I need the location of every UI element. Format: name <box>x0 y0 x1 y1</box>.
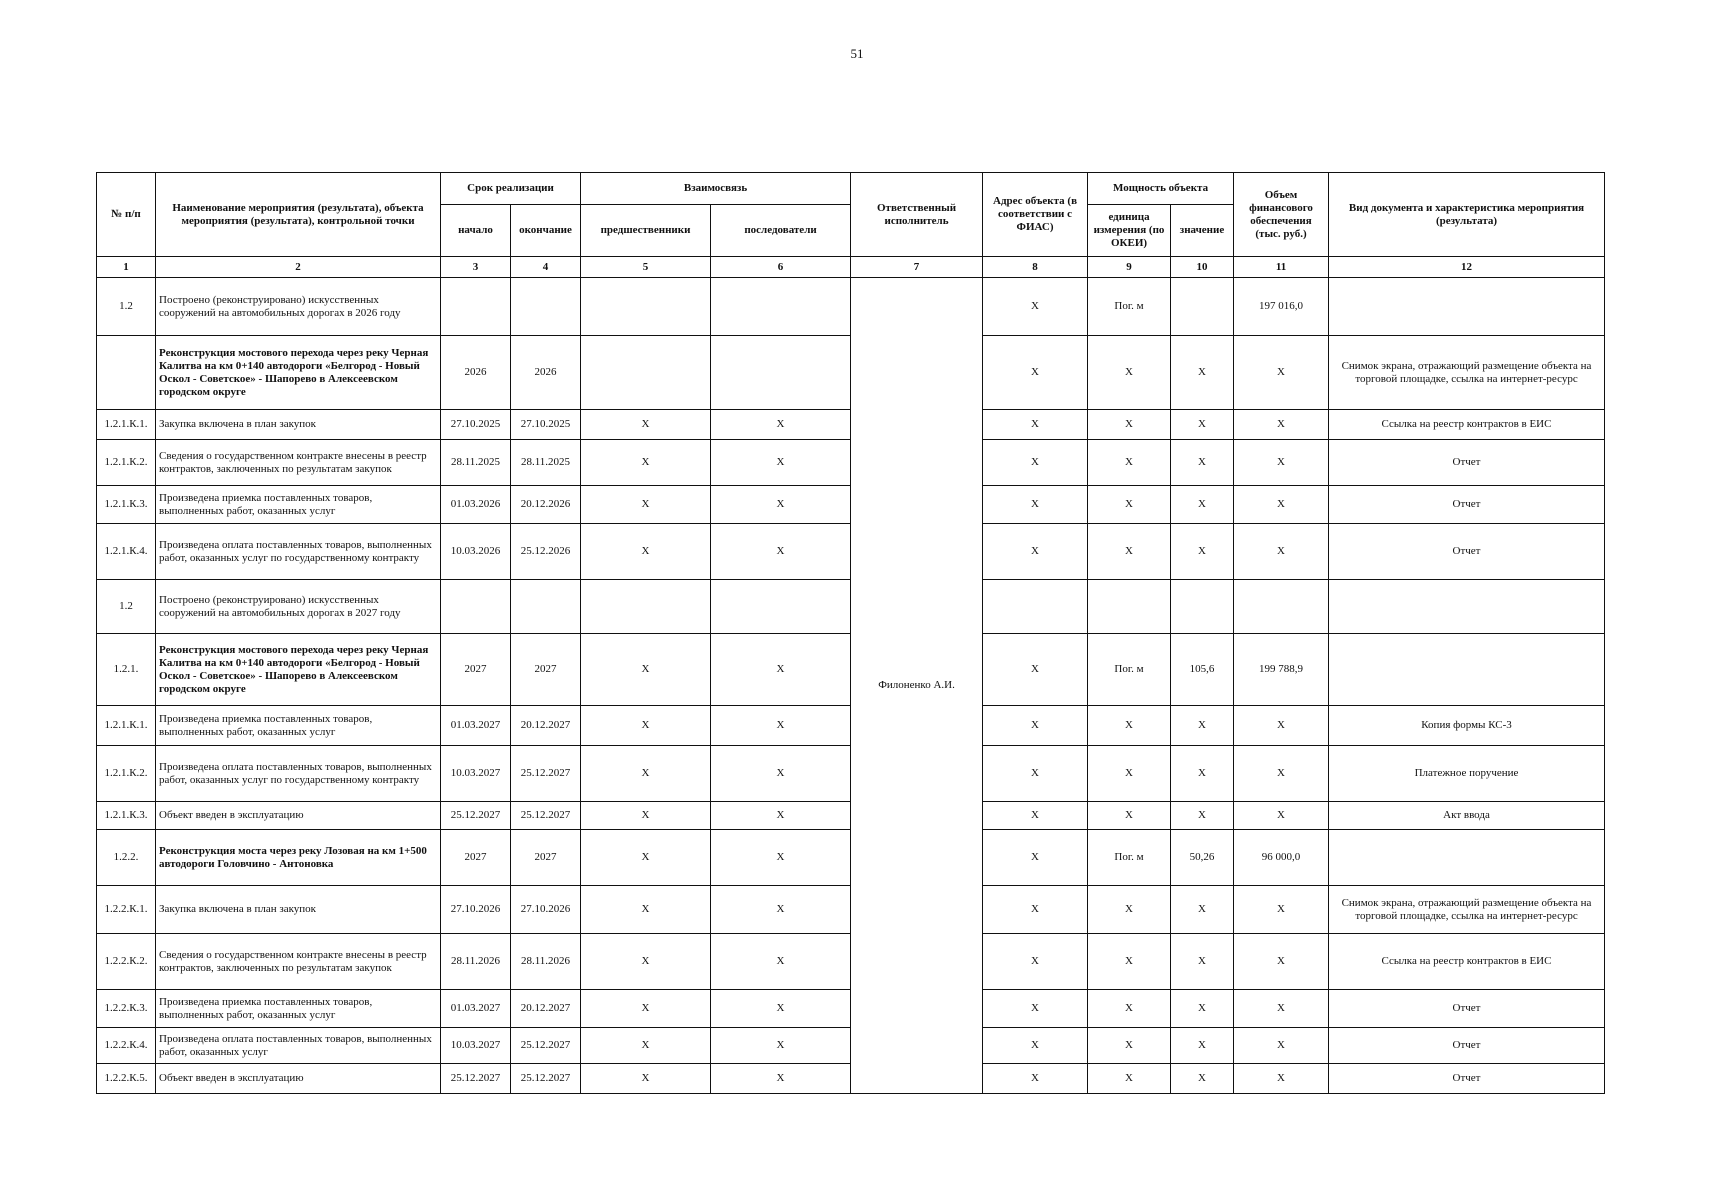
row-doc-type: Ссылка на реестр контрактов в ЕИС <box>1329 410 1605 440</box>
row-code: 1.2 <box>97 278 156 336</box>
table-row <box>97 934 1605 990</box>
row-predecessors: X <box>581 746 711 802</box>
row-unit <box>1088 580 1171 634</box>
row-doc-type: Отчет <box>1329 440 1605 486</box>
header-num: № п/п <box>97 173 156 257</box>
row-predecessors <box>581 278 711 336</box>
row-doc-type <box>1329 278 1605 336</box>
header-predecessors: предшественники <box>581 205 711 257</box>
column-number: 10 <box>1171 257 1234 278</box>
column-number: 2 <box>156 257 441 278</box>
row-name: Закупка включена в план закупок <box>156 410 441 440</box>
row-address: X <box>983 486 1088 524</box>
row-finance: X <box>1234 524 1329 580</box>
header-finance: Объем финансового обеспечения (тыс. руб.) <box>1234 173 1329 257</box>
row-successors: X <box>711 634 851 706</box>
header-period: Срок реализации <box>441 173 581 205</box>
row-unit: X <box>1088 410 1171 440</box>
row-start-date: 10.03.2026 <box>441 524 511 580</box>
row-value: 105,6 <box>1171 634 1234 706</box>
row-name: Сведения о государственном контракте внесены в реестр контрактов, заключенных по результатам закупок <box>156 440 441 486</box>
row-successors: X <box>711 1064 851 1094</box>
row-end-date: 2027 <box>511 830 581 886</box>
row-code: 1.2.1.К.1. <box>97 706 156 746</box>
row-address: X <box>983 934 1088 990</box>
row-value: X <box>1171 440 1234 486</box>
row-finance: X <box>1234 336 1329 410</box>
table-row <box>97 830 1605 886</box>
row-address: X <box>983 802 1088 830</box>
row-start-date: 10.03.2027 <box>441 746 511 802</box>
row-successors: X <box>711 1028 851 1064</box>
row-finance: X <box>1234 746 1329 802</box>
row-code: 1.2.2.К.2. <box>97 934 156 990</box>
row-predecessors: X <box>581 886 711 934</box>
row-value <box>1171 278 1234 336</box>
row-end-date <box>511 278 581 336</box>
row-unit: X <box>1088 990 1171 1028</box>
row-end-date: 25.12.2027 <box>511 1028 581 1064</box>
row-value: X <box>1171 1064 1234 1094</box>
row-value: X <box>1171 802 1234 830</box>
row-code: 1.2.1.К.2. <box>97 440 156 486</box>
row-start-date: 2026 <box>441 336 511 410</box>
row-name: Произведена оплата поставленных товаров, выполненных работ, оказанных услуг по государственному контракту <box>156 746 441 802</box>
row-successors: X <box>711 886 851 934</box>
row-value: X <box>1171 934 1234 990</box>
row-start-date: 01.03.2026 <box>441 486 511 524</box>
table-row <box>97 746 1605 802</box>
row-name: Реконструкция моста через реку Лозовая на км 1+500 автодороги Головчино - Антоновка <box>156 830 441 886</box>
row-predecessors: X <box>581 410 711 440</box>
row-doc-type: Платежное поручение <box>1329 746 1605 802</box>
row-predecessors: X <box>581 440 711 486</box>
row-finance: X <box>1234 410 1329 440</box>
row-address: X <box>983 524 1088 580</box>
row-finance: 199 788,9 <box>1234 634 1329 706</box>
row-name: Произведена оплата поставленных товаров, выполненных работ, оказанных услуг по государственному контракту <box>156 524 441 580</box>
row-name: Сведения о государственном контракте внесены в реестр контрактов, заключенных по результатам закупок <box>156 934 441 990</box>
column-number: 11 <box>1234 257 1329 278</box>
row-finance: X <box>1234 706 1329 746</box>
row-doc-type: Снимок экрана, отражающий размещение объекта на торговой площадке, ссылка на интернет-ресурс <box>1329 886 1605 934</box>
row-successors: X <box>711 990 851 1028</box>
row-doc-type: Снимок экрана, отражающий размещение объекта на торговой площадке, ссылка на интернет-ресурс <box>1329 336 1605 410</box>
row-successors: X <box>711 440 851 486</box>
row-code: 1.2 <box>97 580 156 634</box>
row-name: Произведена приемка поставленных товаров, выполненных работ, оказанных услуг <box>156 990 441 1028</box>
header-relation: Взаимосвязь <box>581 173 851 205</box>
row-name: Произведена приемка поставленных товаров, выполненных работ, оказанных услуг <box>156 706 441 746</box>
row-address: X <box>983 278 1088 336</box>
row-end-date: 28.11.2026 <box>511 934 581 990</box>
header-capacity: Мощность объекта <box>1088 173 1234 205</box>
row-successors: X <box>711 802 851 830</box>
row-finance: X <box>1234 440 1329 486</box>
row-address: X <box>983 830 1088 886</box>
row-start-date: 27.10.2026 <box>441 886 511 934</box>
row-doc-type <box>1329 634 1605 706</box>
row-value: X <box>1171 410 1234 440</box>
table-row <box>97 1064 1605 1094</box>
column-number: 1 <box>97 257 156 278</box>
row-doc-type <box>1329 830 1605 886</box>
header-end: окончание <box>511 205 581 257</box>
row-unit: Пог. м <box>1088 830 1171 886</box>
row-code <box>97 336 156 410</box>
row-code: 1.2.2.К.1. <box>97 886 156 934</box>
row-start-date: 01.03.2027 <box>441 706 511 746</box>
row-finance: X <box>1234 990 1329 1028</box>
row-doc-type: Отчет <box>1329 524 1605 580</box>
row-doc-type: Ссылка на реестр контрактов в ЕИС <box>1329 934 1605 990</box>
table-row <box>97 1028 1605 1064</box>
row-successors <box>711 580 851 634</box>
column-numbers-row <box>97 257 1605 278</box>
column-number: 7 <box>851 257 983 278</box>
header-address: Адрес объекта (в соответствии с ФИАС) <box>983 173 1088 257</box>
row-successors: X <box>711 934 851 990</box>
row-code: 1.2.1. <box>97 634 156 706</box>
row-finance: 96 000,0 <box>1234 830 1329 886</box>
row-address: X <box>983 1028 1088 1064</box>
row-doc-type <box>1329 580 1605 634</box>
row-predecessors: X <box>581 1028 711 1064</box>
row-predecessors: X <box>581 634 711 706</box>
row-finance <box>1234 580 1329 634</box>
row-end-date: 25.12.2026 <box>511 524 581 580</box>
row-doc-type: Копия формы КС-3 <box>1329 706 1605 746</box>
row-end-date: 2027 <box>511 634 581 706</box>
row-address: X <box>983 440 1088 486</box>
row-start-date: 28.11.2026 <box>441 934 511 990</box>
row-doc-type: Отчет <box>1329 486 1605 524</box>
row-unit: X <box>1088 486 1171 524</box>
row-value: X <box>1171 990 1234 1028</box>
row-value: 50,26 <box>1171 830 1234 886</box>
row-unit: X <box>1088 336 1171 410</box>
row-end-date <box>511 580 581 634</box>
row-finance: X <box>1234 934 1329 990</box>
row-value: X <box>1171 886 1234 934</box>
row-unit: X <box>1088 1064 1171 1094</box>
row-value: X <box>1171 336 1234 410</box>
row-predecessors: X <box>581 524 711 580</box>
row-predecessors <box>581 336 711 410</box>
row-name: Закупка включена в план закупок <box>156 886 441 934</box>
table-row <box>97 278 1605 336</box>
row-doc-type: Отчет <box>1329 1028 1605 1064</box>
responsible-executor: Филоненко А.И. <box>851 278 983 1094</box>
row-predecessors: X <box>581 486 711 524</box>
row-end-date: 20.12.2027 <box>511 990 581 1028</box>
row-start-date: 2027 <box>441 830 511 886</box>
header-name: Наименование мероприятия (результата), объекта мероприятия (результата), контрольной точки <box>156 173 441 257</box>
row-code: 1.2.1.К.1. <box>97 410 156 440</box>
header-start: начало <box>441 205 511 257</box>
column-number: 8 <box>983 257 1088 278</box>
table-row <box>97 524 1605 580</box>
row-code: 1.2.2.К.4. <box>97 1028 156 1064</box>
row-value <box>1171 580 1234 634</box>
row-predecessors: X <box>581 990 711 1028</box>
row-value: X <box>1171 486 1234 524</box>
header-value: значение <box>1171 205 1234 257</box>
row-address: X <box>983 886 1088 934</box>
row-name: Реконструкция мостового перехода через реку Черная Калитва на км 0+140 автодороги «Белгород - Новый Оскол - Советское» - Шапорево в Алексеевском городском округе <box>156 634 441 706</box>
row-end-date: 25.12.2027 <box>511 746 581 802</box>
row-unit: X <box>1088 934 1171 990</box>
table-row <box>97 990 1605 1028</box>
row-successors: X <box>711 830 851 886</box>
header-unit: единица измерения (по ОКЕИ) <box>1088 205 1171 257</box>
row-address: X <box>983 336 1088 410</box>
table-row <box>97 486 1605 524</box>
row-doc-type: Акт ввода <box>1329 802 1605 830</box>
row-code: 1.2.1.К.4. <box>97 524 156 580</box>
row-successors: X <box>711 486 851 524</box>
row-unit: X <box>1088 440 1171 486</box>
row-start-date: 27.10.2025 <box>441 410 511 440</box>
row-start-date: 10.03.2027 <box>441 1028 511 1064</box>
row-unit: X <box>1088 746 1171 802</box>
row-finance: X <box>1234 802 1329 830</box>
row-name: Произведена оплата поставленных товаров, выполненных работ, оказанных услуг <box>156 1028 441 1064</box>
row-successors: X <box>711 410 851 440</box>
row-predecessors: X <box>581 830 711 886</box>
row-value: X <box>1171 1028 1234 1064</box>
row-code: 1.2.1.К.3. <box>97 486 156 524</box>
row-code: 1.2.2.К.5. <box>97 1064 156 1094</box>
row-value: X <box>1171 524 1234 580</box>
row-code: 1.2.2.К.3. <box>97 990 156 1028</box>
row-end-date: 2026 <box>511 336 581 410</box>
row-end-date: 20.12.2027 <box>511 706 581 746</box>
row-finance: X <box>1234 486 1329 524</box>
row-name: Объект введен в эксплуатацию <box>156 1064 441 1094</box>
row-start-date <box>441 580 511 634</box>
row-address: X <box>983 410 1088 440</box>
row-name: Объект введен в эксплуатацию <box>156 802 441 830</box>
row-predecessors: X <box>581 706 711 746</box>
table-row <box>97 580 1605 634</box>
row-address: X <box>983 706 1088 746</box>
row-address: X <box>983 990 1088 1028</box>
row-address: X <box>983 1064 1088 1094</box>
table-row <box>97 440 1605 486</box>
row-unit: Пог. м <box>1088 634 1171 706</box>
row-name: Реконструкция мостового перехода через реку Черная Калитва на км 0+140 автодороги «Белгород - Новый Оскол - Советское» - Шапорево в Алексеевском городском округе <box>156 336 441 410</box>
row-name: Построено (реконструировано) искусственных сооружений на автомобильных дорогах в 2027 году <box>156 580 441 634</box>
row-start-date <box>441 278 511 336</box>
row-unit: X <box>1088 886 1171 934</box>
row-successors <box>711 278 851 336</box>
row-end-date: 27.10.2025 <box>511 410 581 440</box>
row-start-date: 2027 <box>441 634 511 706</box>
column-number: 3 <box>441 257 511 278</box>
header-executor: Ответственный исполнитель <box>851 173 983 257</box>
table-row <box>97 802 1605 830</box>
row-predecessors: X <box>581 934 711 990</box>
table-row <box>97 886 1605 934</box>
row-doc-type: Отчет <box>1329 990 1605 1028</box>
row-code: 1.2.2. <box>97 830 156 886</box>
row-name: Построено (реконструировано) искусственных сооружений на автомобильных дорогах в 2026 году <box>156 278 441 336</box>
row-end-date: 28.11.2025 <box>511 440 581 486</box>
row-unit: X <box>1088 802 1171 830</box>
row-predecessors: X <box>581 1064 711 1094</box>
row-value: X <box>1171 746 1234 802</box>
table-row <box>97 706 1605 746</box>
column-number: 12 <box>1329 257 1605 278</box>
row-start-date: 28.11.2025 <box>441 440 511 486</box>
header-doc-type: Вид документа и характеристика мероприятия (результата) <box>1329 173 1605 257</box>
row-start-date: 25.12.2027 <box>441 802 511 830</box>
column-number: 9 <box>1088 257 1171 278</box>
row-end-date: 27.10.2026 <box>511 886 581 934</box>
column-number: 6 <box>711 257 851 278</box>
row-finance: X <box>1234 1028 1329 1064</box>
row-code: 1.2.1.К.2. <box>97 746 156 802</box>
column-number: 5 <box>581 257 711 278</box>
row-start-date: 25.12.2027 <box>441 1064 511 1094</box>
row-name: Произведена приемка поставленных товаров, выполненных работ, оказанных услуг <box>156 486 441 524</box>
row-finance: X <box>1234 886 1329 934</box>
row-finance: X <box>1234 1064 1329 1094</box>
table-row <box>97 634 1605 706</box>
activity-plan-table <box>96 172 1605 1094</box>
row-end-date: 20.12.2026 <box>511 486 581 524</box>
row-value: X <box>1171 706 1234 746</box>
row-successors: X <box>711 524 851 580</box>
row-successors: X <box>711 746 851 802</box>
row-successors: X <box>711 706 851 746</box>
row-predecessors <box>581 580 711 634</box>
header-successors: последователи <box>711 205 851 257</box>
table-body <box>97 278 1605 1094</box>
row-predecessors: X <box>581 802 711 830</box>
row-finance: 197 016,0 <box>1234 278 1329 336</box>
column-number: 4 <box>511 257 581 278</box>
table-header <box>97 173 1605 278</box>
row-unit: X <box>1088 706 1171 746</box>
row-doc-type: Отчет <box>1329 1064 1605 1094</box>
row-unit: X <box>1088 524 1171 580</box>
row-address <box>983 580 1088 634</box>
row-unit: Пог. м <box>1088 278 1171 336</box>
page-number: 51 <box>850 46 864 61</box>
row-end-date: 25.12.2027 <box>511 1064 581 1094</box>
row-start-date: 01.03.2027 <box>441 990 511 1028</box>
row-code: 1.2.1.К.3. <box>97 802 156 830</box>
row-unit: X <box>1088 1028 1171 1064</box>
table-row <box>97 336 1605 410</box>
row-address: X <box>983 634 1088 706</box>
row-address: X <box>983 746 1088 802</box>
table-row <box>97 410 1605 440</box>
row-successors <box>711 336 851 410</box>
row-end-date: 25.12.2027 <box>511 802 581 830</box>
